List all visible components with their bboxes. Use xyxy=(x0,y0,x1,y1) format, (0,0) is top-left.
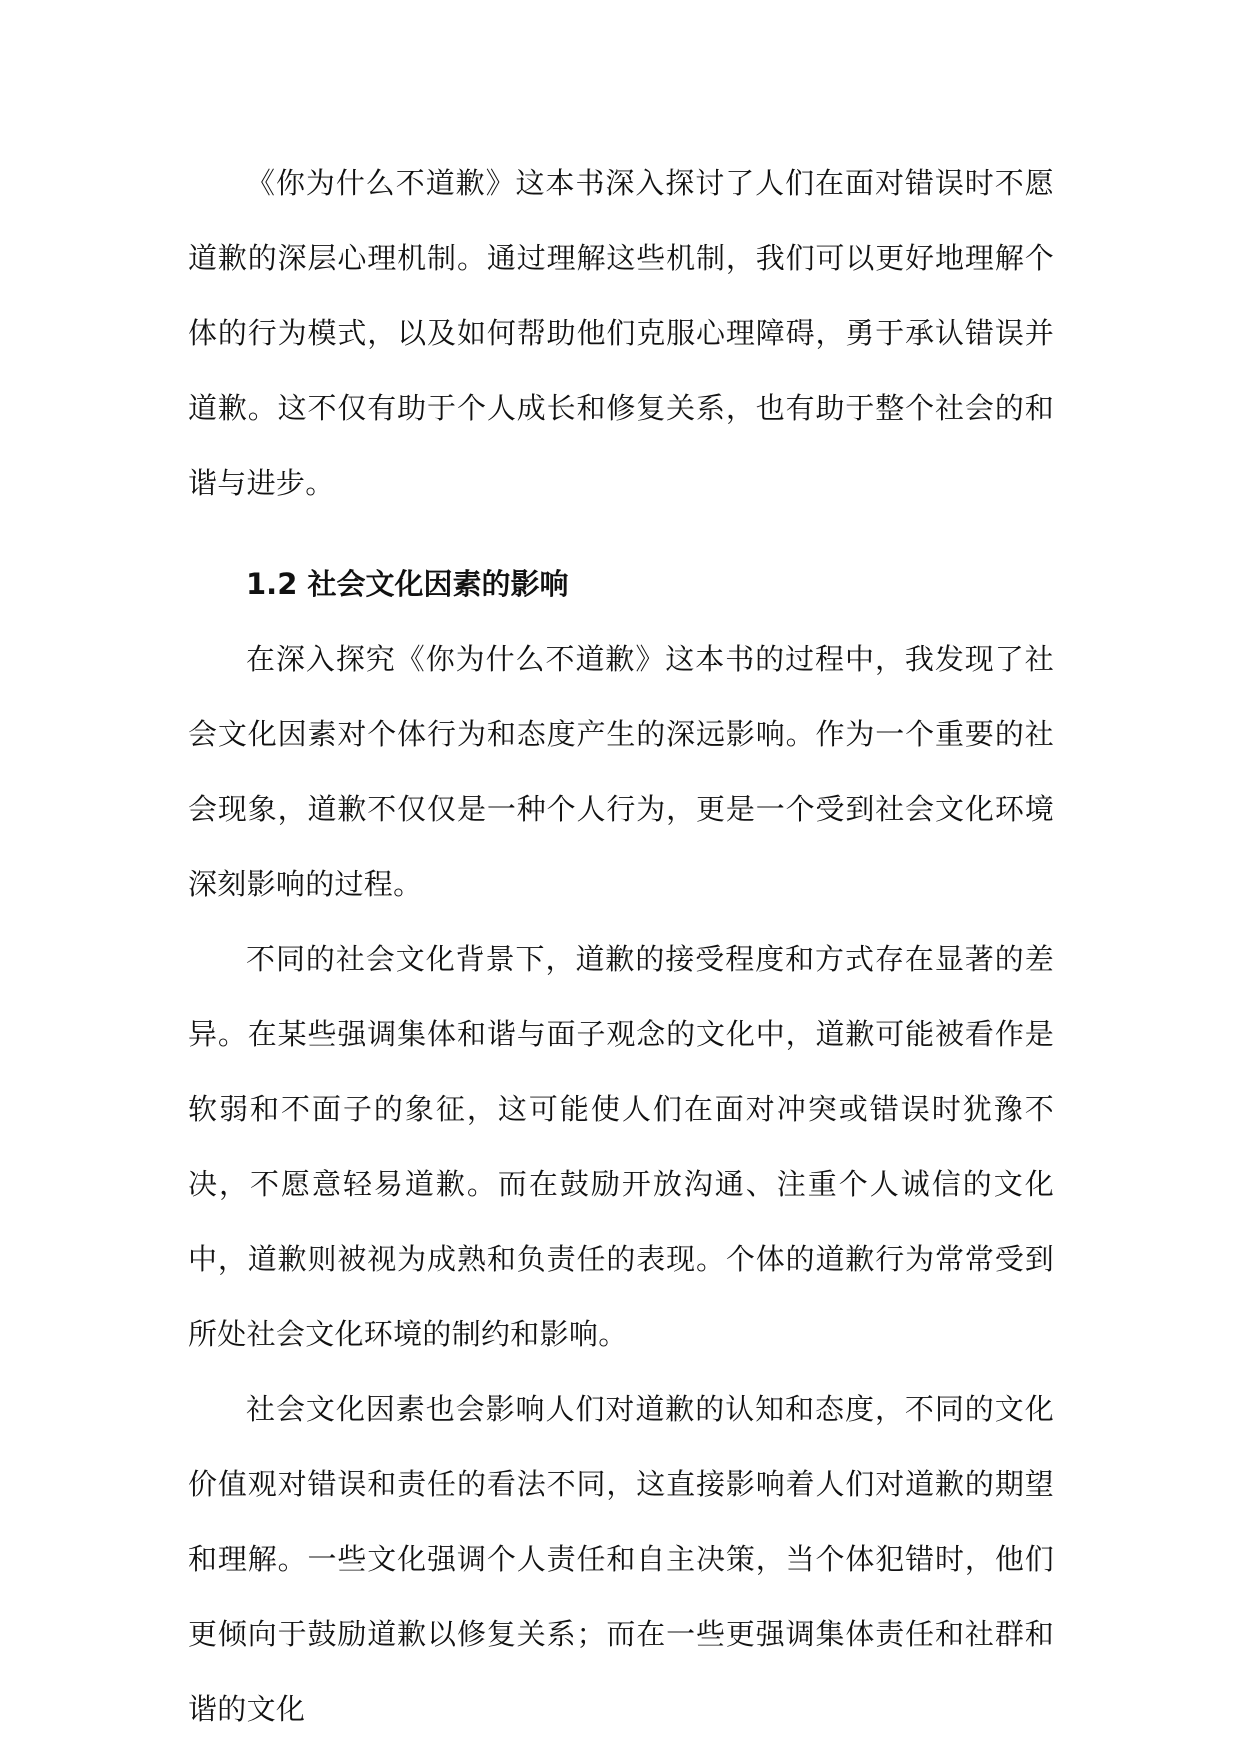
paragraph-3: 不同的社会文化背景下，道歉的接受程度和方式存在显著的差异。在某些强调集体和谐与面子观念的文化中，道歉可能被看作是软弱和不面子的象征，这可能使人们在面对冲突或错误时犹豫不决，不愿意轻易道歉。而在鼓励开放沟通、注重个人诚信的文化中，道歉则被视为成熟和负责任的表现。个体的道歉行为常常受到所处社会文化环境的制约和影响。 xyxy=(188,942,1054,1351)
document-body xyxy=(188,146,1054,1747)
paragraph-2: 在深入探究《你为什么不道歉》这本书的过程中，我发现了社会文化因素对个体行为和态度产生的深远影响。作为一个重要的社会现象，道歉不仅仅是一种个人行为，更是一个受到社会文化环境深刻影响的过程。 xyxy=(188,642,1054,901)
paragraph-4: 社会文化因素也会影响人们对道歉的认知和态度，不同的文化价值观对错误和责任的看法不同，这直接影响着人们对道歉的期望和理解。一些文化强调个人责任和自主决策，当个体犯错时，他们更倾向于鼓励道歉以修复关系；而在一些更强调集体责任和社群和谐的文化 xyxy=(188,1392,1054,1726)
section-heading: 1.2 社会文化因素的影响 xyxy=(246,567,569,601)
paragraph-1: 《你为什么不道歉》这本书深入探讨了人们在面对错误时不愿道歉的深层心理机制。通过理解这些机制，我们可以更好地理解个体的行为模式，以及如何帮助他们克服心理障碍，勇于承认错误并道歉。这不仅有助于个人成长和修复关系，也有助于整个社会的和谐与进步。 xyxy=(188,166,1054,500)
